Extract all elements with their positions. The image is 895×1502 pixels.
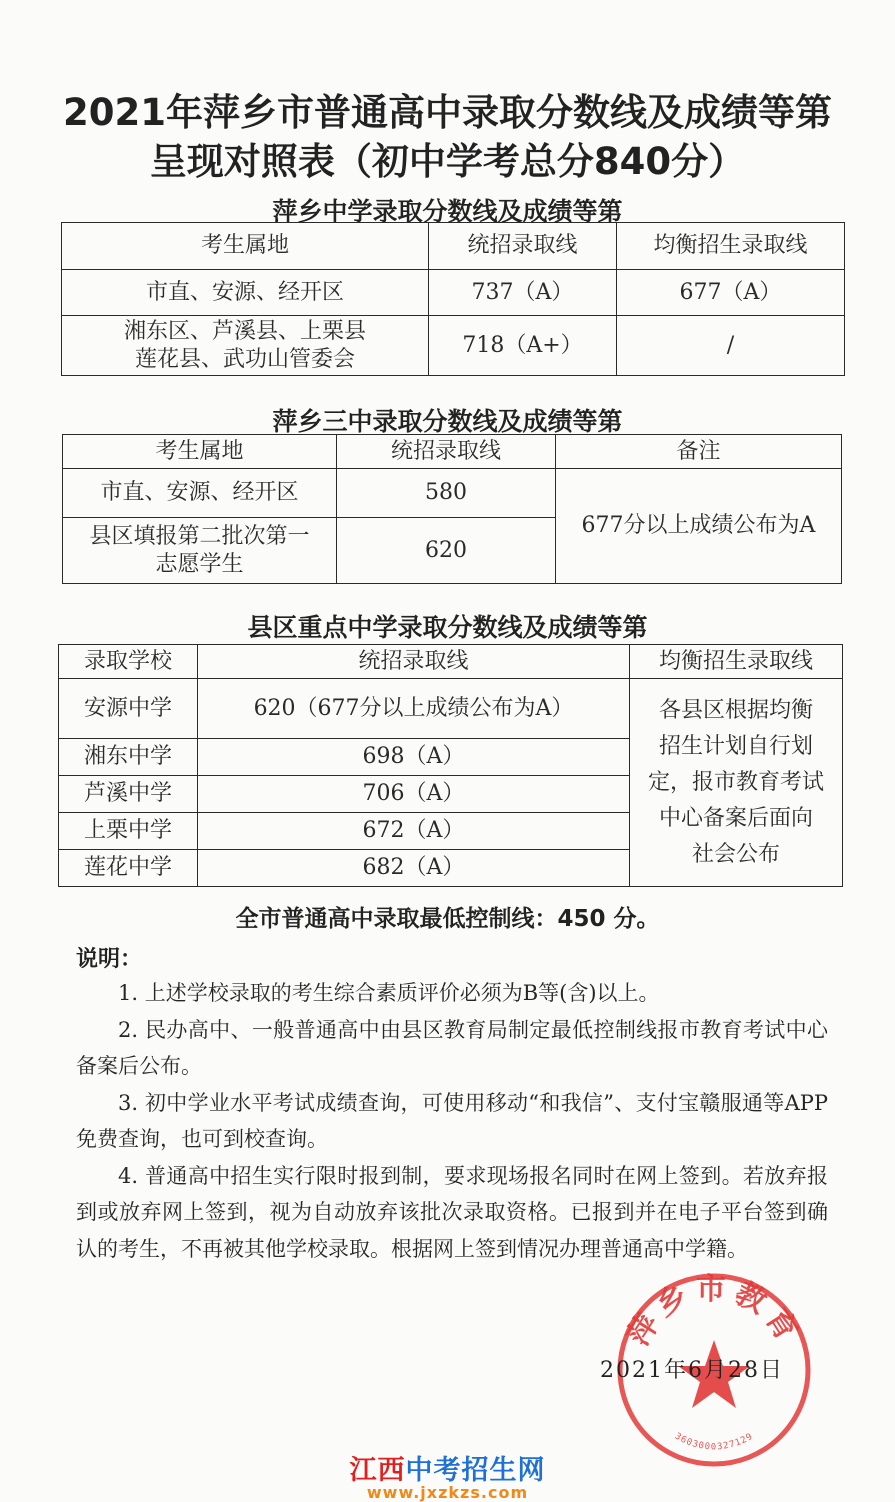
table-header-row [63, 435, 842, 469]
balanced-line-cell: 677（A） [617, 270, 845, 316]
table-pingxiang-middle [61, 222, 845, 376]
column-header: 考生属地 [63, 435, 337, 469]
table-row [59, 679, 843, 739]
area-line: 湘东区、芦溪县、上栗县 [123, 318, 366, 344]
unified-line-cell: 718（A+） [429, 316, 617, 376]
watermark-brand-part2: 中考招生网 [405, 1455, 546, 1486]
area-cell [63, 518, 337, 584]
note-item: 2. 民办高中、一般普通高中由县区教育局制定最低控制线报市教育考试中心备案后公布。 [76, 1017, 828, 1078]
seal-text: 萍乡市教育 [620, 1272, 808, 1352]
document-date: 2021年6月28日 [600, 1358, 784, 1383]
svg-text:萍乡市教育 [621, 1272, 807, 1352]
notes-list [76, 975, 828, 1267]
note-item: 4. 普通高中招生实行限时报到制，要求现场报名同时在网上签到。若放弃报到或放弃网上签到，视为自动放弃该批次录取资格。已报到并在电子平台签到确认的考生，不再被其他学校录取。根据网上签到情况办理普通高中学籍。 [76, 1163, 828, 1261]
unified-line-cell: 698（A） [198, 739, 630, 776]
column-header: 统招录取线 [337, 435, 556, 469]
column-header: 考生属地 [62, 223, 429, 270]
watermark-url: www.jxzkzs.com [366, 1483, 529, 1502]
school-cell: 湘东中学 [59, 739, 198, 776]
unified-line-cell: 672（A） [198, 813, 630, 850]
page-title-line-1: 2021年萍乡市普通高中录取分数线及成绩等第 [63, 91, 832, 134]
area-line: 莲花县、武功山管委会 [134, 346, 355, 372]
note-line: 定，报市教育考试 [647, 769, 824, 795]
column-header: 均衡招生录取线 [617, 223, 845, 270]
balanced-line-cell: / [617, 316, 845, 376]
column-header: 统招录取线 [198, 645, 630, 679]
section-heading-pingxiang-third: 萍乡三中录取分数线及成绩等第 [272, 407, 623, 436]
school-cell: 莲花中学 [59, 850, 198, 887]
unified-line-cell: 737（A） [429, 270, 617, 316]
table-pingxiang-third [62, 434, 842, 584]
column-header: 均衡招生录取线 [630, 645, 843, 679]
area-line: 志愿学生 [155, 551, 244, 577]
unified-line-cell: 620（677分以上成绩公布为A） [198, 679, 630, 739]
unified-line-cell: 682（A） [198, 850, 630, 887]
unified-line-cell: 620 [337, 518, 556, 584]
balanced-note-cell [630, 679, 843, 887]
notes-heading: 说明： [76, 947, 143, 972]
note-item: 1. 上述学校录取的考生综合素质评价必须为B等(含)以上。 [118, 981, 660, 1005]
table-row [63, 469, 842, 518]
seal-code: 3603000327129 [672, 1431, 756, 1453]
table-header-row [62, 223, 845, 270]
unified-line-cell: 706（A） [198, 776, 630, 813]
site-watermark-logo [0, 1448, 895, 1502]
table-header-row [59, 645, 843, 679]
area-line: 县区填报第二批次第一 [89, 523, 310, 549]
min-control-line: 全市普通高中录取最低控制线：450 分。 [235, 906, 660, 932]
school-cell: 上栗中学 [59, 813, 198, 850]
note-line: 各县区根据均衡 [658, 697, 813, 723]
school-cell: 芦溪中学 [59, 776, 198, 813]
area-cell: 市直、安源、经开区 [62, 270, 429, 316]
column-header: 备注 [556, 435, 842, 469]
school-cell: 安源中学 [59, 679, 198, 739]
table-row [62, 316, 845, 376]
watermark-brand [0, 1448, 895, 1487]
unified-line-cell: 580 [337, 469, 556, 518]
note-line: 社会公布 [691, 841, 780, 867]
remark-cell: 677分以上成绩公布为A [556, 469, 842, 584]
table-county-key [58, 644, 843, 887]
note-line: 中心备案后面向 [658, 805, 813, 831]
column-header: 统招录取线 [429, 223, 617, 270]
page-title-line-2: 呈现对照表（初中学考总分840分） [149, 140, 746, 183]
area-cell: 市直、安源、经开区 [63, 469, 337, 518]
watermark-brand-part1: 江西 [349, 1455, 406, 1486]
table-row [62, 270, 845, 316]
area-cell [62, 316, 429, 376]
column-header: 录取学校 [59, 645, 198, 679]
note-line: 招生计划自行划 [658, 733, 813, 759]
note-item: 3. 初中学业水平考试成绩查询，可使用移动“和我信”、支付宝赣服通等APP免费查询，也可到校查询。 [76, 1090, 828, 1151]
section-heading-county-key: 县区重点中学录取分数线及成绩等第 [247, 613, 648, 642]
section-heading-pingxiang-middle: 萍乡中学录取分数线及成绩等第 [272, 197, 623, 226]
